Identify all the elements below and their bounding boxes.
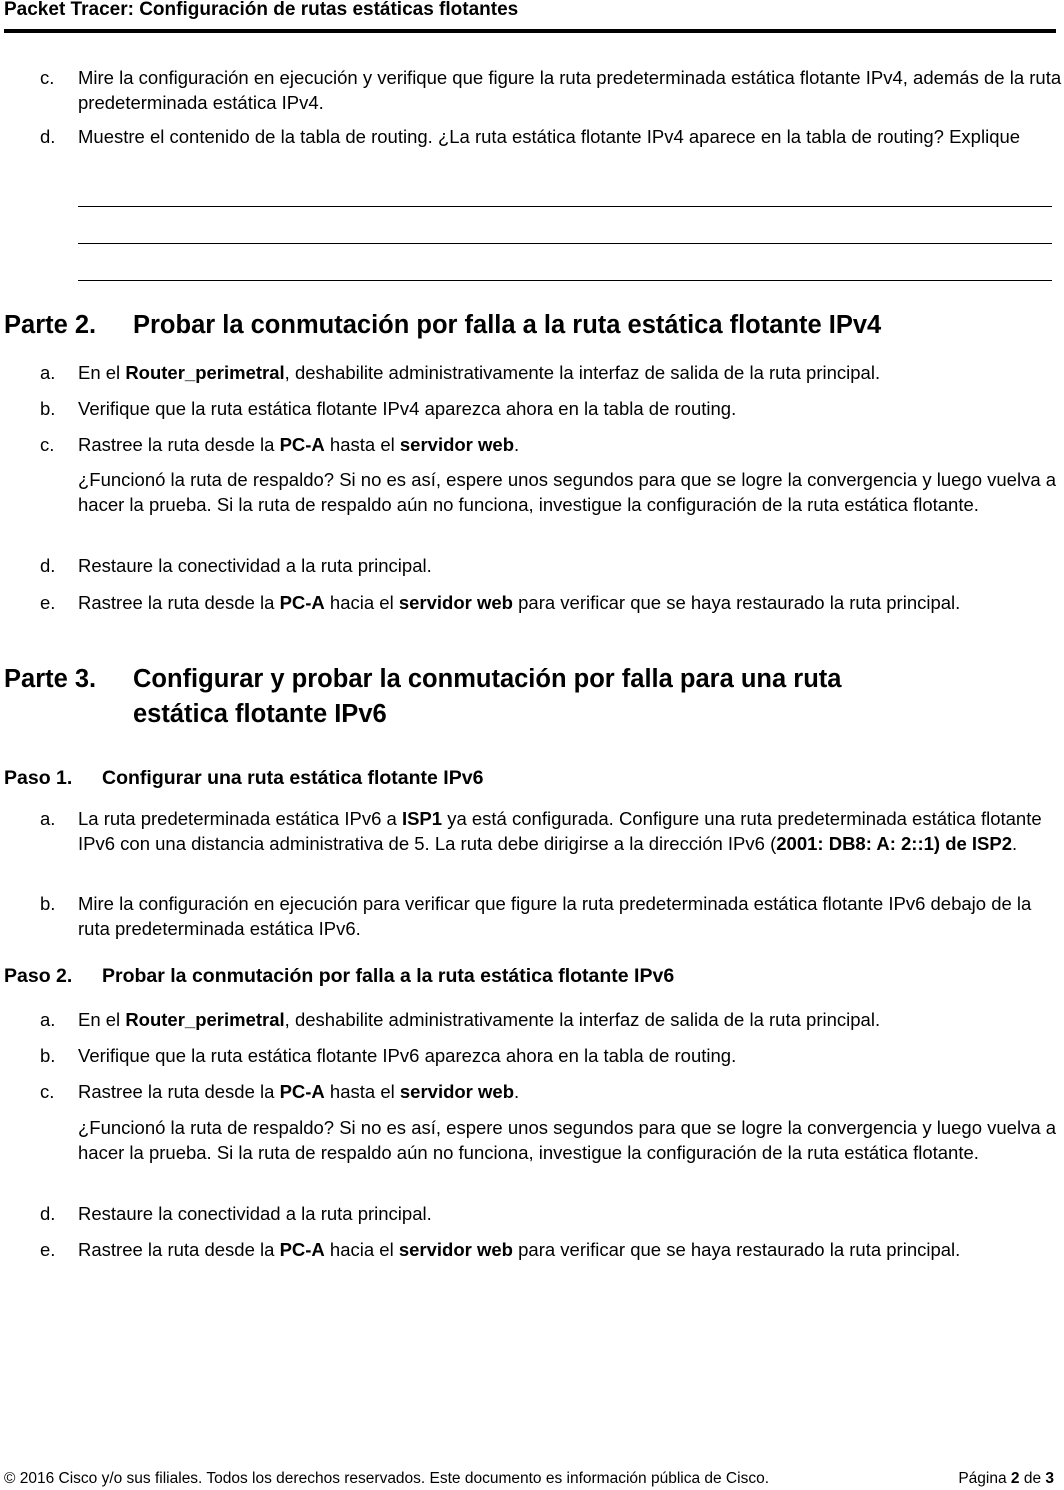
item-label: b. — [40, 398, 56, 419]
list-item-2b — [40, 396, 1062, 421]
item-text: Rastree la ruta desde la PC-A hacia el servidor web para verificar que se haya restaurado la ruta principal. — [78, 1239, 961, 1260]
item-text: Verifique que la ruta estática flotante IPv4 aparezca ahora en la tabla de routing. — [78, 398, 737, 419]
device-name: servidor web — [398, 592, 513, 613]
note-paragraph: ¿Funcionó la ruta de respaldo? Si no es así, espere unos segundos para que se logre la convergencia y luego vuelva a hacer la prueba. Si la ruta de respaldo aún no funciona, investigue la configuración de la ruta estática flotante. — [78, 1117, 1057, 1163]
item-label: d. — [40, 555, 56, 576]
item-text: Restaure la conectividad a la ruta principal. — [78, 555, 432, 576]
list-item-1c — [40, 65, 1062, 115]
part-2-heading — [4, 308, 1054, 343]
part-title: Probar la conmutación por falla a la ruta estática flotante IPv4 — [133, 311, 882, 339]
item-label: e. — [40, 592, 56, 613]
list-item-3-1b — [40, 891, 1062, 941]
item-label: c. — [40, 67, 55, 88]
device-name: Router_perimetral — [125, 362, 285, 383]
item-label: d. — [40, 126, 56, 147]
item-label: a. — [40, 808, 56, 829]
list-item-2c — [40, 432, 1062, 457]
step-2-heading — [4, 963, 1054, 989]
device-name: Router_perimetral — [125, 1009, 285, 1030]
page-number: Página 2 de 3 — [958, 1470, 1054, 1487]
device-name: servidor web — [399, 1081, 515, 1102]
item-label: b. — [40, 893, 56, 914]
item-label: c. — [40, 1081, 55, 1102]
step-1-heading — [4, 765, 1054, 791]
item-label: a. — [40, 1009, 56, 1030]
device-name: servidor web — [398, 1239, 513, 1260]
item-text: Mire la configuración en ejecución y verifique que figure la ruta predeterminada estática flotante IPv4, además de la ruta predeterminada estática IPv4. — [78, 67, 1062, 113]
list-item-2a — [40, 360, 1062, 385]
item-text: Mire la configuración en ejecución para verificar que figure la ruta predeterminada estática flotante IPv6 debajo de la ruta predeterminada estática IPv6. — [78, 893, 1032, 939]
page-header — [4, 0, 1056, 33]
item-text: Muestre el contenido de la tabla de routing. ¿La ruta estática flotante IPv4 aparece en la tabla de routing? Explique — [78, 126, 1021, 147]
list-item-3-2c — [40, 1079, 1062, 1104]
list-item-3-2a — [40, 1007, 1062, 1032]
item-text: Rastree la ruta desde la PC-A hacia el servidor web para verificar que se haya restaurado la ruta principal. — [78, 592, 961, 613]
part-title-line-1: Configurar y probar la conmutación por falla para una ruta — [133, 665, 842, 693]
ipv6-address: 2001: DB8: A: 2::1) de ISP2 — [776, 833, 1013, 854]
item-text: Restaure la conectividad a la ruta principal. — [78, 1203, 432, 1224]
part-number: Parte 2. — [4, 311, 97, 339]
list-item-2d — [40, 553, 1062, 578]
item-text: Rastree la ruta desde la PC-A hasta el servidor web. — [78, 434, 520, 455]
part-3-heading — [4, 662, 1054, 732]
step-number: Paso 1. — [4, 767, 73, 789]
item-label: a. — [40, 362, 56, 383]
list-item-2e — [40, 590, 1062, 615]
list-item-3-2b — [40, 1043, 1062, 1068]
item-text: La ruta predeterminada estática IPv6 a ISP1 ya está configurada. Configure una ruta predeterminada estática flotante IPv6 con una distancia administrativa de 5. La ruta debe dirigirse a la dirección IPv6 (2001: DB8: A: 2::1) de ISP2. — [78, 808, 1042, 854]
item-label: e. — [40, 1239, 56, 1260]
step-number: Paso 2. — [4, 965, 73, 987]
part-number: Parte 3. — [4, 665, 97, 693]
note-paragraph: ¿Funcionó la ruta de respaldo? Si no es así, espere unos segundos para que se logre la convergencia y luego vuelva a hacer la prueba. Si la ruta de respaldo aún no funciona, investigue la configuración de la ruta estática flotante. — [78, 469, 1057, 515]
device-name: PC-A — [279, 592, 325, 613]
device-name: PC-A — [279, 1239, 325, 1260]
item-label: d. — [40, 1203, 56, 1224]
list-item-1d — [40, 124, 1062, 149]
answer-line-1 — [78, 206, 1052, 207]
item-text: En el Router_perimetral, deshabilite administrativamente la interfaz de salida de la ruta principal. — [78, 1009, 881, 1030]
part-title-line-2: estática flotante IPv6 — [133, 700, 387, 728]
step-title: Configurar una ruta estática flotante IPv6 — [102, 767, 484, 789]
step-title: Probar la conmutación por falla a la ruta estática flotante IPv6 — [102, 965, 675, 987]
document-title: Packet Tracer: Configuración de rutas estáticas flotantes — [4, 0, 519, 20]
device-name: PC-A — [279, 1081, 325, 1102]
answer-line-3 — [78, 280, 1052, 281]
copyright-notice: © 2016 Cisco y/o sus filiales. Todos los derechos reservados. Este documento es información pública de Cisco. — [4, 1470, 769, 1487]
list-item-3-2e — [40, 1237, 1062, 1262]
item-text: Rastree la ruta desde la PC-A hasta el servidor web. — [78, 1081, 520, 1102]
list-item-3-1a — [40, 806, 1062, 856]
device-name: servidor web — [399, 434, 515, 455]
item-text: Verifique que la ruta estática flotante IPv6 aparezca ahora en la tabla de routing. — [78, 1045, 737, 1066]
item-label: c. — [40, 434, 55, 455]
device-name: ISP1 — [401, 808, 443, 829]
list-item-3-2d — [40, 1201, 1062, 1226]
answer-line-2 — [78, 243, 1052, 244]
item-text: En el Router_perimetral, deshabilite administrativamente la interfaz de salida de la ruta principal. — [78, 362, 881, 383]
device-name: PC-A — [279, 434, 325, 455]
item-label: b. — [40, 1045, 56, 1066]
